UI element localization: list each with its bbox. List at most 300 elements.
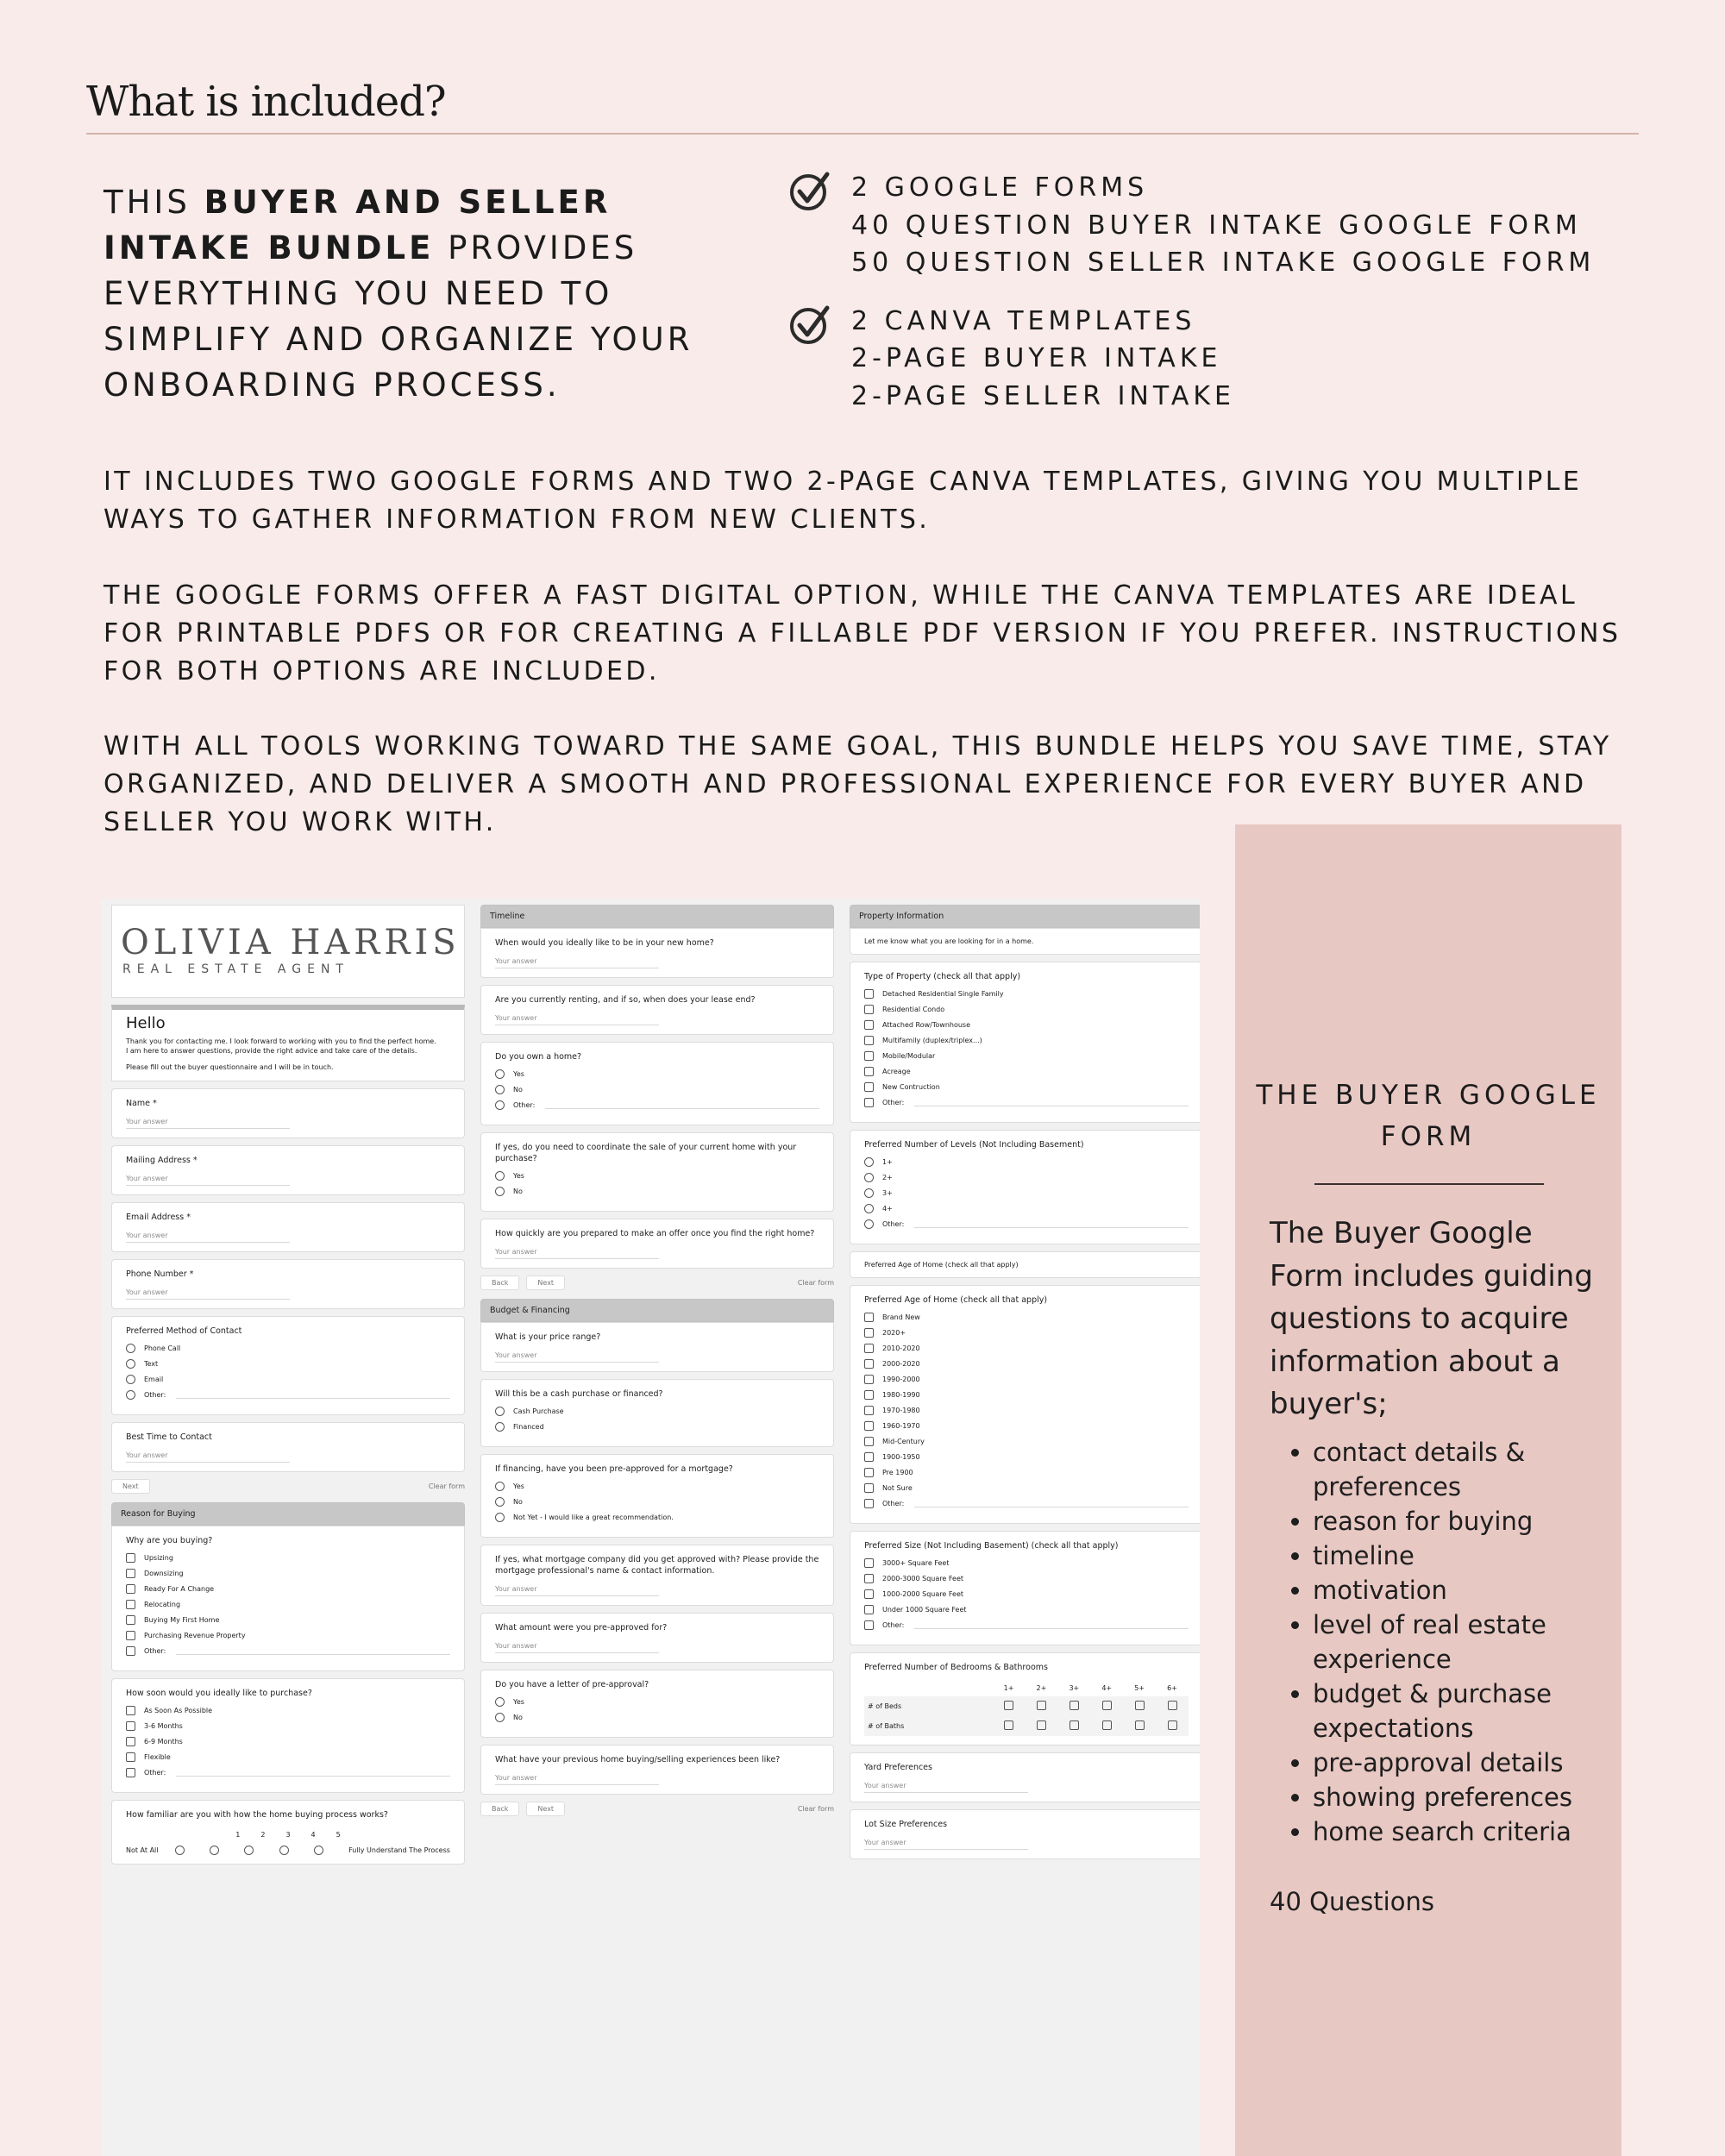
option-label: Pre 1900 [882,1469,913,1476]
other-input[interactable] [176,1648,450,1655]
paragraph-1: IT INCLUDES TWO GOOGLE FORMS AND TWO 2-PAGE CANVA TEMPLATES, GIVING YOU MULTIPLE WAYS TO GATHER INFORMATION FROM NEW CLIENTS. [104,467,1583,535]
question-label: Type of Property (check all that apply) [864,972,1021,981]
check-circle-icon [789,303,832,346]
radio-option[interactable] [495,1482,819,1491]
option-label: Brand New [882,1313,920,1321]
checkbox-icon[interactable] [864,1098,874,1107]
next-button[interactable]: Next [111,1479,150,1494]
form-screenshots [101,899,1200,2156]
budget-q4 [480,1545,834,1606]
radio-icon[interactable] [864,1219,874,1229]
included-line: 2-PAGE SELLER INTAKE [851,380,1236,411]
radio-icon[interactable] [864,1157,874,1167]
radio-icon[interactable] [864,1204,874,1213]
other-input[interactable] [914,1100,1189,1106]
phone-question [111,1259,465,1309]
option-label: New Contruction [882,1083,940,1091]
radio-icon[interactable] [864,1173,874,1182]
option-label: Downsizing [144,1570,184,1577]
radio-option[interactable] [864,1188,1189,1198]
answer-input[interactable]: Your answer [864,1839,1028,1850]
question-label: Do you have a letter of pre-approval? [495,1680,649,1689]
other-input[interactable] [176,1770,450,1777]
question-label: How soon would you ideally like to purchase? [126,1689,312,1698]
how-soon-question [111,1678,465,1793]
checkbox-icon[interactable] [864,1589,874,1599]
checkbox-icon[interactable] [864,1605,874,1614]
option-label: Purchasing Revenue Property [144,1632,246,1639]
checkbox-icon[interactable] [126,1615,135,1625]
checkbox-option[interactable] [864,1098,1189,1107]
budget-q3 [480,1454,834,1538]
radio-option[interactable] [495,1713,819,1722]
logo-subtitle: REAL ESTATE AGENT [122,962,349,976]
hello-line: Thank you for contacting me. I look forward to working with you to find the perfect home. [126,1037,436,1045]
question-label: If yes, do you need to coordinate the sale of your current home with your purchase? [495,1143,797,1163]
grid-column-label: 2+ [1036,1684,1047,1692]
question-label: Why are you buying? [126,1536,213,1545]
checkbox-option[interactable] [864,1483,1189,1493]
checkbox-option[interactable] [864,1036,1189,1045]
checkbox-option[interactable] [864,1051,1189,1061]
checkbox-option[interactable] [864,1437,1189,1446]
question-label: Preferred Method of Contact [126,1326,242,1336]
radio-icon[interactable] [314,1846,323,1855]
checkbox-option[interactable] [126,1737,450,1746]
section-header: Property Information [850,905,1200,928]
scale-number: 5 [336,1831,341,1839]
checkbox-icon[interactable] [126,1646,135,1656]
option-label: 3+ [882,1189,893,1197]
checkbox-icon[interactable] [126,1768,135,1777]
back-button[interactable]: Back [480,1802,519,1816]
radio-icon[interactable] [244,1846,254,1855]
radio-option[interactable] [864,1173,1189,1182]
question-label: Lot Size Preferences [864,1820,948,1829]
scale-number: 1 [235,1831,241,1839]
mailing-input[interactable]: Your answer [126,1175,290,1186]
radio-option[interactable] [864,1204,1189,1213]
radio-option[interactable] [126,1390,450,1400]
radio-icon[interactable] [126,1390,135,1400]
section-header: Reason for Buying [111,1502,465,1526]
checkbox-icon[interactable] [1168,1701,1177,1710]
radio-option[interactable] [126,1375,450,1384]
option-label: 1+ [882,1158,893,1166]
answer-input[interactable]: Your answer [495,1351,659,1363]
checkbox-option[interactable] [864,1082,1189,1092]
option-label: Mobile/Modular [882,1052,936,1060]
checkbox-icon[interactable] [1168,1720,1177,1730]
radio-option[interactable] [126,1344,450,1353]
included-list [789,169,1652,436]
included-line: 2 CANVA TEMPLATES [851,305,1196,336]
radio-icon[interactable] [495,1069,505,1079]
checkbox-icon[interactable] [864,1574,874,1583]
timeline-q4 [480,1132,834,1212]
question-label: If financing, have you been pre-approved for a mortgage? [495,1464,733,1474]
budget-q6 [480,1670,834,1738]
checkbox-icon[interactable] [1135,1720,1145,1730]
best-time-question [111,1422,465,1472]
included-line: 2-PAGE BUYER INTAKE [851,343,1222,373]
grid-row-label: # of Baths [864,1716,993,1736]
answer-input[interactable]: Your answer [495,1248,659,1259]
checkbox-icon[interactable] [864,1082,874,1092]
scale-number: 4 [310,1831,316,1839]
list-item: • home search criteria [1313,1814,1606,1849]
option-label: Residential Condo [882,1006,945,1013]
answer-input[interactable]: Your answer [864,1782,1028,1793]
checkbox-icon[interactable] [864,1452,874,1462]
checkbox-option[interactable] [864,1313,1189,1322]
next-button[interactable]: Next [526,1275,565,1290]
radio-icon[interactable] [495,1187,505,1196]
question-label: Will this be a cash purchase or financed? [495,1389,663,1399]
checkbox-icon[interactable] [864,1359,874,1369]
radio-option[interactable] [495,1085,819,1094]
list-item: • motivation [1313,1573,1606,1608]
clear-form-link[interactable]: Clear form [428,1482,465,1490]
name-input[interactable]: Your answer [126,1118,290,1129]
other-input[interactable] [914,1622,1189,1629]
checkbox-icon[interactable] [864,1483,874,1493]
option-label: Multifamily (duplex/triplex...) [882,1037,982,1044]
clear-form-link[interactable]: Clear form [797,1279,834,1287]
checkbox-option[interactable] [864,1574,1189,1583]
property-type-question [850,962,1200,1123]
budget-q1 [480,1322,834,1372]
question-label: Best Time to Contact [126,1432,212,1442]
checkbox-icon[interactable] [864,1390,874,1400]
checkbox-option[interactable] [864,1067,1189,1076]
back-button[interactable]: Back [480,1275,519,1290]
radio-icon[interactable] [495,1497,505,1507]
timeline-q5 [480,1219,834,1269]
radio-icon[interactable] [495,1085,505,1094]
question-label: What amount were you pre-approved for? [495,1623,668,1633]
checkbox-icon[interactable] [126,1752,135,1762]
radio-icon[interactable] [495,1713,505,1722]
checkbox-icon[interactable] [864,1558,874,1568]
option-label: Other: [882,1220,905,1228]
included-line: 2 GOOGLE FORMS [851,172,1149,203]
checkbox-option[interactable] [126,1569,450,1578]
checkbox-option[interactable] [864,1390,1189,1400]
option-label: Other: [144,1769,166,1777]
checkbox-icon[interactable] [1037,1701,1046,1710]
radio-option[interactable] [495,1069,819,1079]
section-header: Budget & Financing [480,1299,834,1322]
radio-icon[interactable] [864,1188,874,1198]
checkbox-icon[interactable] [864,989,874,999]
form-nav [480,1802,834,1816]
option-label: No [513,1086,523,1094]
checkbox-icon[interactable] [864,1036,874,1045]
checkbox-icon[interactable] [1004,1701,1013,1710]
checkbox-option[interactable] [126,1600,450,1609]
checkbox-icon[interactable] [1102,1720,1112,1730]
included-forms [789,169,1652,282]
grid-column-label: 1+ [1003,1684,1014,1692]
next-button[interactable]: Next [526,1802,565,1816]
grid-column-label: 6+ [1167,1684,1177,1692]
option-label: Other: [513,1101,536,1109]
option-label: 1960-1970 [882,1422,920,1430]
grid-column-label: 5+ [1134,1684,1145,1692]
checkbox-icon[interactable] [864,1499,874,1508]
list-item: • budget & purchase expectations [1313,1677,1606,1745]
radio-icon[interactable] [279,1846,289,1855]
option-label: 2020+ [882,1329,906,1337]
other-input[interactable] [545,1102,819,1109]
option-label: Yes [513,1070,524,1078]
scale-high-label: Fully Understand The Process [348,1846,450,1854]
list-item: • timeline [1313,1539,1606,1573]
checkbox-icon[interactable] [864,1421,874,1431]
radio-icon[interactable] [495,1171,505,1181]
question-label: Mailing Address * [126,1156,198,1165]
question-label: Email Address * [126,1213,191,1222]
checkbox-icon[interactable] [864,1375,874,1384]
checkbox-icon[interactable] [126,1706,135,1715]
option-label: 3-6 Months [144,1722,183,1730]
option-label: Yes [513,1698,524,1706]
scale-number: 3 [285,1831,291,1839]
lot-question [850,1809,1200,1859]
answer-input[interactable]: Your answer [495,1642,659,1653]
other-input[interactable] [176,1392,450,1399]
checkbox-option[interactable] [864,1328,1189,1338]
radio-option[interactable] [495,1697,819,1707]
radio-icon[interactable] [175,1846,185,1855]
question-label: Do you own a home? [495,1052,582,1062]
clear-form-link[interactable]: Clear form [797,1805,834,1813]
question-label: Phone Number * [126,1269,194,1279]
checkbox-icon[interactable] [1135,1701,1145,1710]
question-label: Are you currently renting, and if so, when does your lease end? [495,995,756,1005]
checkbox-icon[interactable] [864,1406,874,1415]
radio-option[interactable] [495,1422,819,1432]
phone-input[interactable]: Your answer [126,1288,290,1300]
radio-option[interactable] [495,1513,819,1522]
timeline-q3 [480,1042,834,1125]
scale-number: 2 [260,1831,266,1839]
age-question [850,1285,1200,1524]
hello-line: I am here to answer questions, provide the right advice and take care of the details. [126,1047,417,1055]
option-label: Other: [882,1500,905,1507]
checkbox-icon[interactable] [864,1328,874,1338]
option-label: 2000-2020 [882,1360,920,1368]
checkbox-option[interactable] [126,1646,450,1656]
radio-icon[interactable] [495,1697,505,1707]
other-input[interactable] [914,1221,1189,1228]
page-title: What is included? [86,78,446,126]
contact-method-question [111,1316,465,1415]
checkbox-icon[interactable] [864,1313,874,1322]
option-label: Not Yet - I would like a great recommendation. [513,1514,674,1521]
option-label: Not Sure [882,1484,913,1492]
checkbox-option[interactable] [126,1615,450,1625]
checkbox-option[interactable] [126,1721,450,1731]
checkbox-option[interactable] [126,1752,450,1762]
other-input[interactable] [914,1501,1189,1507]
logo-banner [111,905,465,998]
radio-icon[interactable] [126,1344,135,1353]
checkbox-icon[interactable] [126,1584,135,1594]
checkbox-icon[interactable] [126,1737,135,1746]
list-item: • level of real estate experience [1313,1608,1606,1677]
checkbox-option[interactable] [864,1005,1189,1014]
option-label: 6-9 Months [144,1738,183,1745]
checkbox-icon[interactable] [126,1631,135,1640]
question-label: Preferred Age of Home (check all that apply) [864,1295,1048,1305]
hello-line: Please fill out the buyer questionnaire and I will be in touch. [126,1063,334,1071]
question-label: Preferred Size (Not Including Basement) (check all that apply) [864,1541,1119,1551]
checkbox-option[interactable] [864,1589,1189,1599]
form-column-1 [111,905,465,1871]
checkbox-option[interactable] [126,1631,450,1640]
property-intro: Let me know what you are looking for in a home. [850,928,1200,955]
checkbox-icon[interactable] [864,1020,874,1030]
checkbox-option[interactable] [126,1768,450,1777]
radio-option[interactable] [495,1100,819,1110]
checkbox-icon[interactable] [864,1344,874,1353]
option-label: Ready For A Change [144,1585,215,1593]
checkbox-icon[interactable] [864,1468,874,1477]
budget-q2 [480,1379,834,1447]
paragraph-3: WITH ALL TOOLS WORKING TOWARD THE SAME GOAL, THIS BUNDLE HELPS YOU SAVE TIME, STAY ORGANIZED, AND DELIVER A SMOOTH AND PROFESSIONAL EXPERIENCE FOR EVERY BUYER AND SELLER YOU WORK WITH. [104,731,1612,837]
radio-icon[interactable] [495,1513,505,1522]
panel-description: The Buyer Google Form includes guiding questions to acquire information about a buyer's; [1270,1216,1593,1421]
checkbox-option[interactable] [864,1499,1189,1508]
question-label: What is your price range? [495,1332,601,1342]
checkbox-option[interactable] [864,989,1189,999]
question-label: When would you ideally like to be in your new home? [495,938,714,948]
checkbox-option[interactable] [864,1620,1189,1630]
checkbox-icon[interactable] [1070,1701,1079,1710]
list-item: • pre-approval details [1313,1745,1606,1780]
radio-option[interactable] [495,1407,819,1416]
radio-icon[interactable] [210,1846,219,1855]
scale-low-label: Not At All [126,1846,159,1854]
panel-list [1313,1435,1606,1849]
option-label: Financed [513,1423,544,1431]
scale-numbers [126,1831,450,1839]
checkbox-option[interactable] [864,1406,1189,1415]
answer-input[interactable]: Your answer [495,1014,659,1025]
checkbox-option[interactable] [864,1344,1189,1353]
option-label: Cash Purchase [513,1407,564,1415]
radio-option[interactable] [495,1171,819,1181]
check-circle-icon [789,169,832,212]
checkbox-option[interactable] [864,1421,1189,1431]
radio-option[interactable] [864,1157,1189,1167]
intro-suffix: PROVIDES EVERYTHING YOU NEED TO SIMPLIFY AND ORGANIZE YOUR ONBOARDING PROCESS. [104,229,693,404]
intro-text [104,179,724,408]
hello-card [111,1005,465,1081]
checkbox-option[interactable] [864,1605,1189,1614]
checkbox-option[interactable] [864,1020,1189,1030]
grid-column-label: 3+ [1069,1684,1080,1692]
checkbox-icon[interactable] [126,1721,135,1731]
checkbox-icon[interactable] [864,1067,874,1076]
radio-icon[interactable] [495,1100,505,1110]
checkbox-icon[interactable] [1070,1720,1079,1730]
timeline-q1 [480,928,834,978]
answer-input[interactable]: Your answer [495,1774,659,1785]
checkbox-icon[interactable] [1037,1720,1046,1730]
panel-title: THE BUYER GOOGLE FORM [1256,1080,1601,1152]
checkbox-option[interactable] [864,1558,1189,1568]
budget-q7 [480,1745,834,1795]
form-nav [480,1275,834,1290]
checkbox-option[interactable] [126,1584,450,1594]
bedrooms-question [850,1652,1200,1745]
checkbox-icon[interactable] [864,1005,874,1014]
option-label: Detached Residential Single Family [882,990,1004,998]
option-label: Under 1000 Square Feet [882,1606,967,1614]
checkbox-icon[interactable] [864,1620,874,1630]
checkbox-icon[interactable] [126,1553,135,1563]
radio-option[interactable] [495,1497,819,1507]
size-question [850,1531,1200,1645]
radio-icon[interactable] [495,1422,505,1432]
checkbox-icon[interactable] [1102,1701,1112,1710]
radio-icon[interactable] [126,1359,135,1369]
option-label: Other: [144,1391,166,1399]
option-label: 1980-1990 [882,1391,920,1399]
option-label: 1900-1950 [882,1453,920,1461]
list-item: • showing preferences [1313,1780,1606,1814]
radio-icon[interactable] [126,1375,135,1384]
budget-q5 [480,1613,834,1663]
checkbox-icon[interactable] [864,1437,874,1446]
list-item: • reason for buying [1313,1504,1606,1539]
email-input[interactable]: Your answer [126,1232,290,1243]
bedrooms-grid [864,1680,1189,1736]
checkbox-option[interactable] [864,1375,1189,1384]
best-time-input[interactable]: Your answer [126,1451,290,1463]
option-label: Other: [144,1647,166,1655]
answer-input[interactable]: Your answer [495,1585,659,1596]
checkbox-icon[interactable] [126,1600,135,1609]
radio-icon[interactable] [495,1482,505,1491]
option-label: Yes [513,1172,524,1180]
familiar-question [111,1800,465,1865]
radio-icon[interactable] [495,1407,505,1416]
title-divider [86,133,1639,135]
option-label: Buying My First Home [144,1616,220,1624]
checkbox-option[interactable] [126,1706,450,1715]
checkbox-option[interactable] [864,1359,1189,1369]
section-header: Timeline [480,905,834,928]
option-label: 2010-2020 [882,1344,920,1352]
question-count: 40 Questions [1270,1887,1434,1916]
checkbox-icon[interactable] [1004,1720,1013,1730]
checkbox-option[interactable] [864,1468,1189,1477]
radio-option[interactable] [495,1187,819,1196]
checkbox-option[interactable] [864,1452,1189,1462]
answer-input[interactable]: Your answer [495,957,659,968]
option-label: Relocating [144,1601,181,1608]
checkbox-option[interactable] [126,1553,450,1563]
checkbox-icon[interactable] [864,1051,874,1061]
radio-option[interactable] [126,1359,450,1369]
radio-option[interactable] [864,1219,1189,1229]
paragraph-2: THE GOOGLE FORMS OFFER A FAST DIGITAL OPTION, WHILE THE CANVA TEMPLATES ARE IDEAL FOR PRINTABLE PDFS OR FOR CREATING A FILLABLE PDF VERSION IF YOU PREFER. INSTRUCTIONS FOR BOTH OPTIONS ARE INCLUDED. [104,580,1622,686]
checkbox-icon[interactable] [126,1569,135,1578]
